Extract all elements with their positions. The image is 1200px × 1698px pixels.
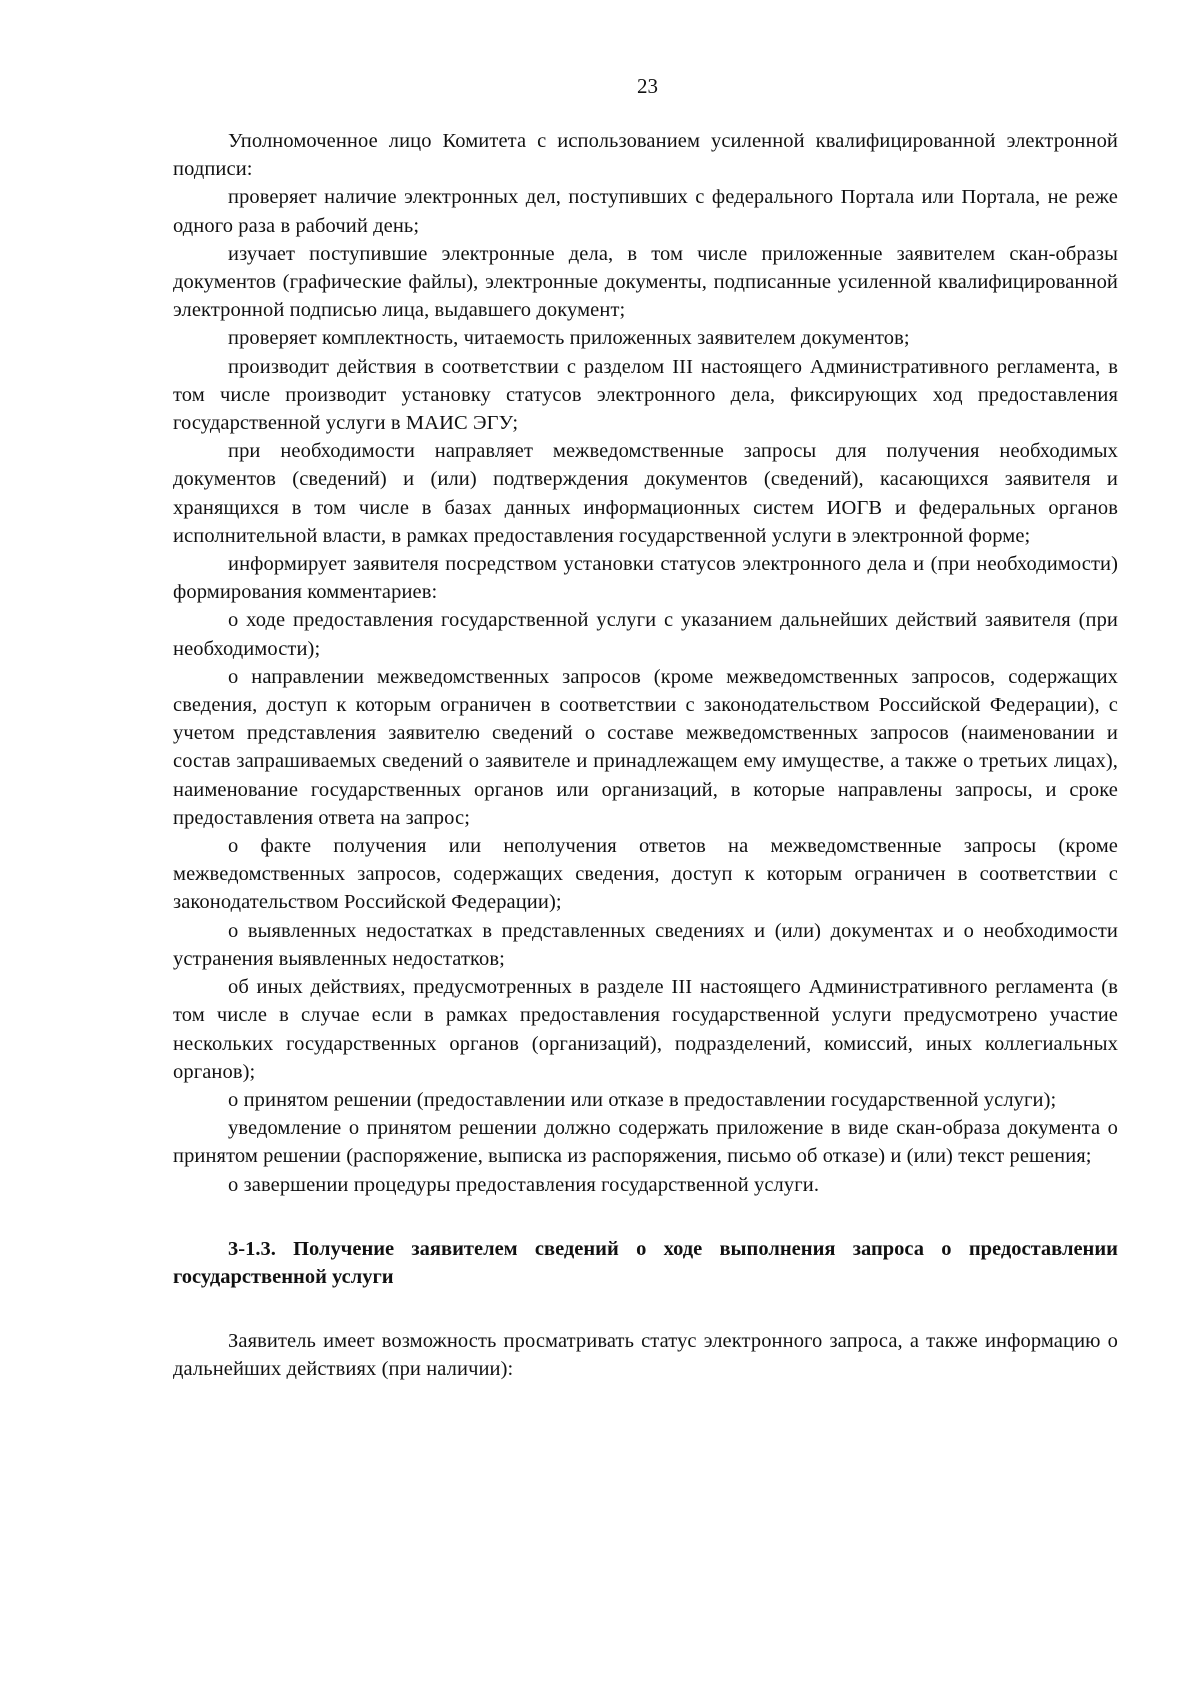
paragraph: уведомление о принятом решении должно содержать приложение в виде скан-образа документа о принятом решении (распоряжение, выписка из распоряжения, письмо об отказе) и (или) текст решения; <box>173 1117 1118 1168</box>
paragraph: изучает поступившие электронные дела, в том числе приложенные заявителем скан-образы документов (графические файлы), электронные документы, подписанные усиленной квалифицированной электронной подписью лица, выдавшего документ; <box>173 242 1118 322</box>
paragraph: о завершении процедуры предоставления государственной услуги. <box>228 1173 820 1196</box>
paragraph: о ходе предоставления государственной услуги с указанием дальнейших действий заявителя (при необходимости); <box>173 609 1118 660</box>
document-body <box>173 127 1118 1384</box>
paragraph: проверяет комплектность, читаемость приложенных заявителем документов; <box>228 327 910 350</box>
paragraph: об иных действиях, предусмотренных в разделе III настоящего Административного регламента (в том числе в случае если в рамках предоставления государственной услуги предусмотрено участие нескольких государственных органов (организаций), подразделений, комиссий, иных коллегиальных органов); <box>173 976 1118 1083</box>
paragraph: о направлении межведомственных запросов (кроме межведомственных запросов, содержащих сведения, доступ к которым ограничен в соответствии с законодательством Российской Федерации), с учетом представления заявителю сведений о составе межведомственных запросов (наименовании и состав запрашиваемых сведений о заявителе и принадлежащем ему имуществе, а также о третьих лицах), наименование государственных органов или организаций, в которые направлены запросы, и сроке предоставления ответа на запрос; <box>173 665 1118 829</box>
section-heading: 3-1.3. Получение заявителем сведений о ходе выполнения запроса о предоставлении государственной услуги <box>173 1237 1118 1288</box>
paragraph: проверяет наличие электронных дел, поступивших с федерального Портала или Портала, не реже одного раза в рабочий день; <box>173 186 1118 237</box>
closing-paragraph: Заявитель имеет возможность просматривать статус электронного запроса, а также информацию о дальнейших действиях (при наличии): <box>173 1330 1118 1381</box>
paragraph: производит действия в соответствии с разделом III настоящего Административного регламента, в том числе производит установку статусов электронного дела, фиксирующих ход предоставления государственной услуги в МАИС ЭГУ; <box>173 355 1118 435</box>
paragraph: о факте получения или неполучения ответов на межведомственные запросы (кроме межведомственных запросов, содержащих сведения, доступ к которым ограничен в соответствии с законодательством Российской Федерации); <box>173 835 1118 914</box>
page-number: 23 <box>637 74 658 98</box>
paragraph: информирует заявителя посредством установки статусов электронного дела и (при необходимости) формирования комментариев: <box>173 553 1118 604</box>
paragraph: о принятом решении (предоставлении или отказе в предоставлении государственной услуги); <box>228 1088 1057 1111</box>
paragraph: о выявленных недостатках в представленных сведениях и (или) документах и о необходимости устранения выявленных недостатков; <box>173 919 1118 970</box>
paragraph: при необходимости направляет межведомственные запросы для получения необходимых документов (сведений) и (или) подтверждения документов (сведений), касающихся заявителя и хранящихся в том числе в базах данных информационных систем ИОГВ и федеральных органов исполнительной власти, в рамках предоставления государственной услуги в электронной форме; <box>173 440 1118 547</box>
paragraph: Уполномоченное лицо Комитета с использованием усиленной квалифицированной электронной подписи: <box>173 130 1118 181</box>
